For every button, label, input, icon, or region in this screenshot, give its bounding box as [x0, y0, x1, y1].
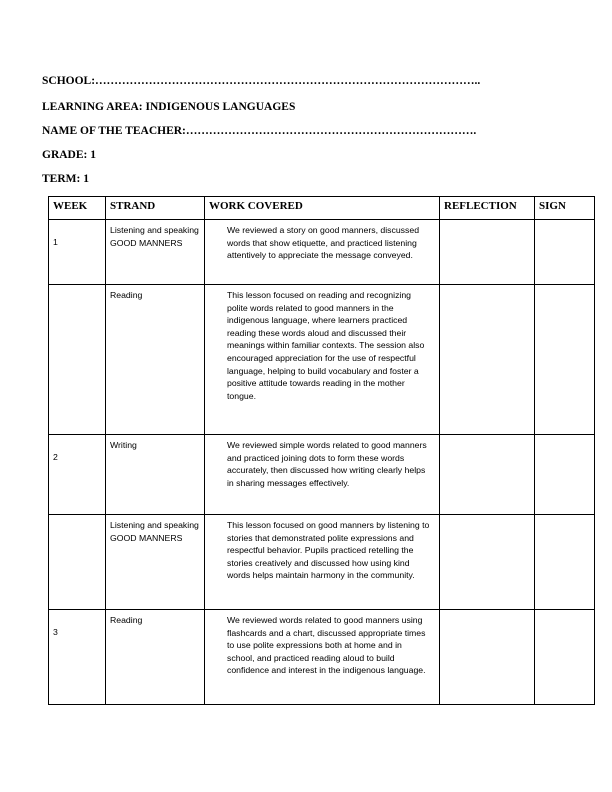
work-covered-cell: This lesson focused on reading and recognizing polite words related to good manners in the indigenous language, where learners practiced reading these words aloud and discussed their meanings within familiar contexts. The session also encouraged appreciation for the use of respectful language, helping to build vocabulary and foster a positive attitude towards reading in the mother tongue.	[205, 285, 440, 435]
work-covered-table	[48, 196, 595, 705]
column-header-week: WEEK	[49, 197, 106, 220]
strand-cell: Listening and speaking GOOD MANNERS	[106, 515, 205, 610]
work-covered-cell: We reviewed a story on good manners, discussed words that show etiquette, and practiced listening attentively to appreciate the message conveyed.	[205, 220, 440, 285]
table-row	[49, 285, 595, 435]
sign-cell[interactable]	[535, 610, 595, 705]
table-row	[49, 610, 595, 705]
sign-cell[interactable]	[535, 285, 595, 435]
table-row	[49, 435, 595, 515]
school-line: SCHOOL:………………………………………………………………………………………..	[42, 75, 481, 87]
learning-area-line: LEARNING AREA: INDIGENOUS LANGUAGES	[42, 101, 296, 113]
strand-cell: Reading	[106, 610, 205, 705]
week-cell: 3	[49, 610, 106, 705]
week-cell: 2	[49, 435, 106, 515]
table-row	[49, 220, 595, 285]
grade-line: GRADE: 1	[42, 149, 96, 161]
reflection-cell[interactable]	[440, 610, 535, 705]
table-header-row	[49, 197, 595, 220]
table-row	[49, 515, 595, 610]
reflection-cell[interactable]	[440, 515, 535, 610]
work-covered-cell: We reviewed simple words related to good manners and practiced joining dots to form these words accurately, then discussed how writing clearly helps in sharing messages effectively.	[205, 435, 440, 515]
sign-cell[interactable]	[535, 435, 595, 515]
sign-cell[interactable]	[535, 220, 595, 285]
reflection-cell[interactable]	[440, 220, 535, 285]
strand-cell: Reading	[106, 285, 205, 435]
column-header-work-covered: WORK COVERED	[205, 197, 440, 220]
strand-cell: Writing	[106, 435, 205, 515]
column-header-sign: SIGN	[535, 197, 595, 220]
teacher-line: NAME OF THE TEACHER:………………………………………………………………….	[42, 125, 477, 137]
week-cell	[49, 285, 106, 435]
strand-cell: Listening and speaking GOOD MANNERS	[106, 220, 205, 285]
column-header-reflection: REFLECTION	[440, 197, 535, 220]
reflection-cell[interactable]	[440, 285, 535, 435]
column-header-strand: STRAND	[106, 197, 205, 220]
work-covered-cell: This lesson focused on good manners by listening to stories that demonstrated polite expressions and respectful behavior. Pupils practiced retelling the stories creatively and discussed how using kind words helps maintain harmony in the community.	[205, 515, 440, 610]
week-cell	[49, 515, 106, 610]
document-header	[42, 74, 582, 196]
term-line: TERM: 1	[42, 173, 89, 185]
sign-cell[interactable]	[535, 515, 595, 610]
work-covered-cell: We reviewed words related to good manners using flashcards and a chart, discussed appropriate times to use polite expressions both at home and in school, and practiced reading aloud to build confidence and interest in the indigenous language.	[205, 610, 440, 705]
week-cell: 1	[49, 220, 106, 285]
reflection-cell[interactable]	[440, 435, 535, 515]
